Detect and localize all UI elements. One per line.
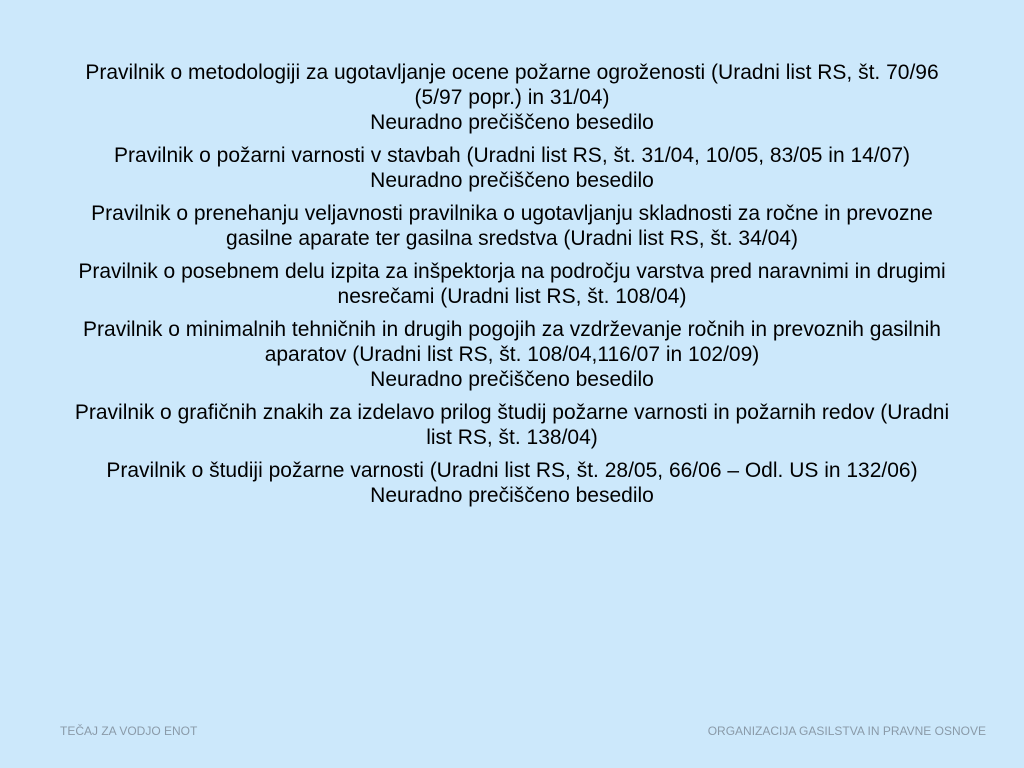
regulation-title: Pravilnik o prenehanju veljavnosti pravilnika o ugotavljanju skladnosti za ročne in prevozne gasilne aparate ter gasilna sredstva (Uradni list RS, št. 34/04) bbox=[91, 202, 933, 250]
regulation-note: Neuradno prečiščeno besedilo bbox=[370, 484, 654, 507]
regulation-note: Neuradno prečiščeno besedilo bbox=[370, 169, 654, 192]
footer-left-text: TEČAJ ZA VODJO ENOT bbox=[60, 724, 198, 738]
regulation-title: Pravilnik o minimalnih tehničnih in drugih pogojih za vzdrževanje ročnih in prevoznih gasilnih aparatov (Uradni list RS, št. 108/04,116/07 in 102/09) bbox=[83, 318, 941, 366]
regulation-entry-6 bbox=[70, 400, 954, 450]
regulation-title: Pravilnik o posebnem delu izpita za inšpektorja na področju varstva pred naravnimi in drugimi nesrečami (Uradni list RS, št. 108/04) bbox=[78, 260, 946, 308]
regulation-entry-1 bbox=[70, 60, 954, 135]
regulation-entry-2 bbox=[70, 143, 954, 193]
regulation-note: Neuradno prečiščeno besedilo bbox=[370, 111, 654, 134]
regulation-entry-3 bbox=[70, 201, 954, 251]
slide-content bbox=[70, 60, 954, 516]
regulation-entry-5 bbox=[70, 317, 954, 392]
regulation-entry-7 bbox=[70, 458, 954, 508]
regulation-note: Neuradno prečiščeno besedilo bbox=[370, 368, 654, 391]
regulation-title: Pravilnik o študiji požarne varnosti (Uradni list RS, št. 28/05, 66/06 – Odl. US in 132/06) bbox=[106, 459, 918, 482]
regulation-title: Pravilnik o metodologiji za ugotavljanje ocene požarne ogroženosti (Uradni list RS, št. 70/96 (5/97 popr.) in 31/04) bbox=[85, 61, 939, 109]
regulation-title: Pravilnik o grafičnih znakih za izdelavo prilog študij požarne varnosti in požarnih redov (Uradni list RS, št. 138/04) bbox=[74, 401, 950, 449]
regulation-title: Pravilnik o požarni varnosti v stavbah (Uradni list RS, št. 31/04, 10/05, 83/05 in 14/07) bbox=[113, 144, 911, 167]
regulation-entry-4 bbox=[70, 259, 954, 309]
footer-right-text: ORGANIZACIJA GASILSTVA IN PRAVNE OSNOVE bbox=[707, 724, 986, 738]
